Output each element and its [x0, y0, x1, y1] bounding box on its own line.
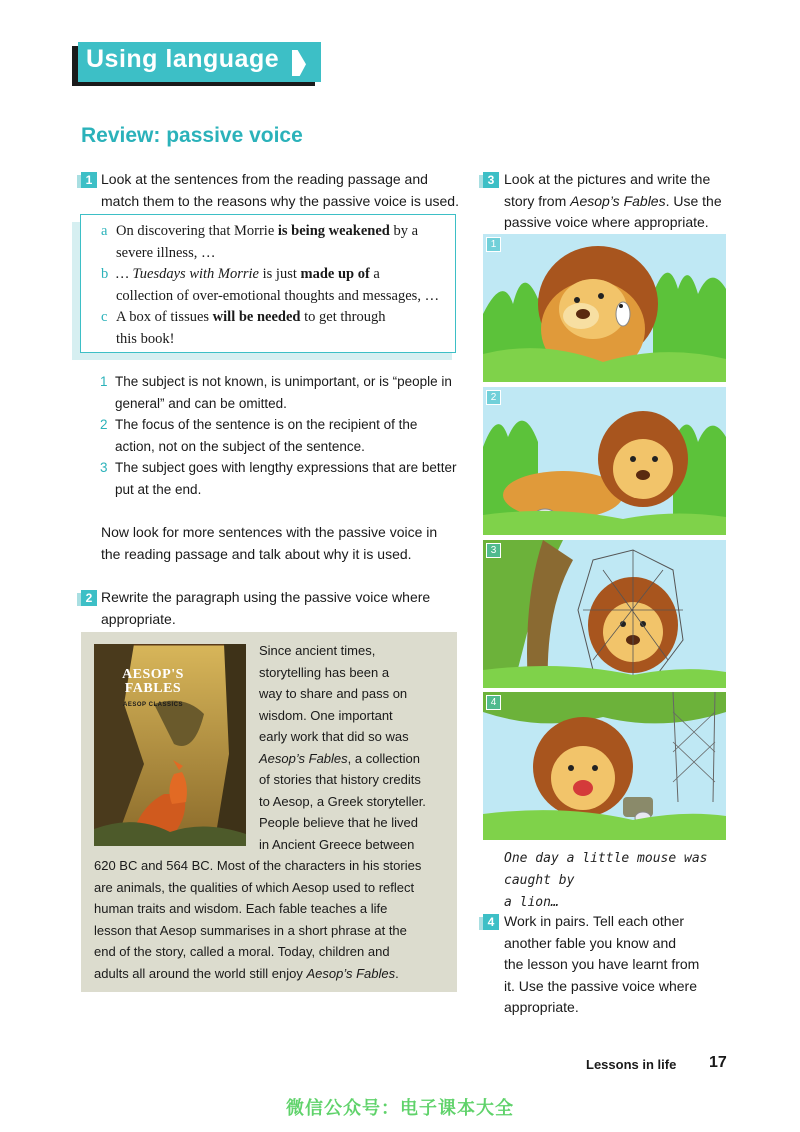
paragraph-line: end of the story, called a moral. Today, children and: [94, 944, 390, 959]
story-picture-1: [483, 234, 726, 382]
caption-line: a lion…: [504, 895, 559, 910]
paragraph-text: .: [395, 965, 399, 981]
paragraph-line: storytelling has been a: [259, 664, 390, 680]
instruction-line: Look at the pictures and write the: [504, 171, 711, 187]
example-letter: c: [101, 309, 108, 325]
exercise-4-number: 4: [483, 914, 499, 930]
example-text: a: [369, 266, 380, 282]
example-text: is just: [259, 266, 301, 282]
reason-item: [100, 457, 465, 500]
paragraph-text: adults all around the world still enjoy: [94, 965, 307, 981]
exercise-2-instruction: [101, 587, 461, 630]
story-picture-3: [483, 540, 726, 688]
footer-unit-label: Lessons in life: [586, 1057, 677, 1072]
paragraph-line: lesson that Aesop summarises in a short phrase at the: [94, 922, 407, 938]
instruction-line: another fable you know and: [504, 934, 677, 951]
page-number: 17: [709, 1054, 727, 1071]
aesops-fables-book-cover: [94, 644, 246, 846]
example-a: [101, 221, 451, 264]
exercise-1-followup: [101, 522, 466, 565]
paragraph-line: early work that did so was: [259, 729, 409, 744]
example-text: by a: [389, 223, 419, 239]
paragraph-line: wisdom. One important: [259, 707, 393, 723]
instruction-line: Look at the sentences from the reading passage and: [101, 171, 428, 187]
paragraph-text: , a collection: [347, 750, 420, 766]
reason-number: 2: [100, 417, 108, 432]
reason-number: 3: [100, 460, 108, 475]
book-title-block: [112, 668, 194, 710]
exercise-3-number: 3: [483, 172, 499, 188]
passive-phrase: made up of: [300, 266, 370, 282]
instruction-text: . Use the: [665, 192, 722, 209]
example-text: this book!: [116, 330, 175, 347]
example-text: severe illness, …: [116, 244, 216, 261]
instruction-line: the lesson you have learnt from: [504, 956, 700, 972]
instruction-line: Work in pairs. Tell each other: [504, 913, 685, 929]
paragraph-line: People believe that he lived: [259, 815, 419, 830]
instruction-line: [504, 191, 734, 213]
example-b: [101, 264, 451, 307]
instruction-text: story from: [504, 192, 571, 209]
story-caption: [504, 848, 734, 914]
reason-item: [100, 414, 465, 457]
exercise-1-number: 1: [81, 172, 97, 188]
reason-text: The subject is not known, is unimportant, or is “people in: [115, 374, 452, 389]
book-subtitle: AESOP CLASSICS: [123, 702, 183, 708]
paragraph-line: way to share and pass on: [259, 686, 408, 701]
exercise-1-instruction: [101, 169, 461, 212]
example-text: to get through: [300, 309, 386, 325]
paragraph-line: in Ancient Greece between: [259, 836, 415, 852]
example-text: On discovering that Morrie: [116, 223, 278, 239]
reason-text: put at the end.: [115, 481, 202, 497]
paragraph-line: 620 BC and 564 BC. Most of the characters in his stories: [94, 858, 422, 873]
book-title: Aesop’s Fables: [259, 750, 348, 766]
example-letter: a: [101, 223, 108, 239]
reason-item: [100, 371, 465, 414]
picture-number: 1: [486, 237, 501, 252]
picture-number: 2: [486, 390, 501, 405]
reason-text: The subject goes with lengthy expressions that are better: [115, 460, 457, 475]
paragraph-wide: [94, 855, 454, 984]
story-picture-2: [483, 387, 726, 535]
story-picture-4: [483, 692, 726, 840]
reason-number: 1: [100, 374, 108, 389]
passive-phrase: will be needed: [212, 309, 301, 325]
picture-number: 4: [486, 695, 501, 710]
instruction-line: passive voice where appropriate.: [504, 214, 709, 230]
paragraph-narrow: [259, 640, 455, 855]
book-title: Aesop’s Fables: [306, 965, 396, 981]
paragraph-line: [259, 748, 455, 770]
section-title: Review: passive voice: [81, 124, 303, 147]
book-title-line: AESOP'S: [122, 667, 184, 682]
paragraph-line: to Aesop, a Greek storyteller.: [259, 793, 426, 809]
reason-text: general” and can be omitted.: [115, 395, 287, 411]
paragraph-line: are animals, the qualities of which Aesop used to reflect: [94, 879, 415, 895]
caption-line: One day a little mouse was caught by: [504, 851, 708, 888]
paragraph-line: [94, 963, 454, 985]
example-c: [101, 307, 451, 350]
instruction-line: match them to the reasons why the passive voice is used.: [101, 192, 459, 209]
reasons-list: [100, 371, 465, 500]
example-sentences-box: [80, 214, 456, 353]
instruction-line: appropriate.: [504, 999, 579, 1015]
instruction-line: appropriate.: [101, 610, 176, 627]
paragraph-line: of stories that history credits: [259, 772, 421, 787]
banner-title: Using language: [86, 45, 280, 73]
instruction-line: it. Use the passive voice where: [504, 977, 697, 994]
followup-line: the reading passage and talk about why it is used.: [101, 545, 412, 562]
followup-line: Now look for more sentences with the passive voice in: [101, 524, 438, 540]
paragraph-line: human traits and wisdom. Each fable teaches a life: [94, 901, 388, 916]
book-title: … Tuesdays with Morrie: [116, 266, 259, 282]
exercise-4-instruction: [504, 911, 734, 1019]
picture-number: 3: [486, 543, 501, 558]
example-text: A box of tissues: [116, 309, 213, 325]
example-text: collection of over-emotional thoughts and messages, …: [116, 287, 440, 304]
example-letter: b: [101, 266, 109, 282]
exercise-2-number: 2: [81, 590, 97, 606]
book-title-line: FABLES: [124, 681, 182, 696]
reason-text: The focus of the sentence is on the recipient of the: [115, 417, 418, 432]
instruction-line: Rewrite the paragraph using the passive voice where: [101, 589, 431, 605]
paragraph-line: Since ancient times,: [259, 643, 376, 658]
passive-phrase: is being weakened: [277, 223, 390, 239]
book-title: Aesop’s Fables: [570, 192, 666, 209]
watermark-text: 微信公众号：电子课本大全: [286, 1098, 514, 1118]
reason-text: action, not on the subject of the sentence.: [115, 438, 365, 454]
exercise-3-instruction: [504, 169, 734, 234]
